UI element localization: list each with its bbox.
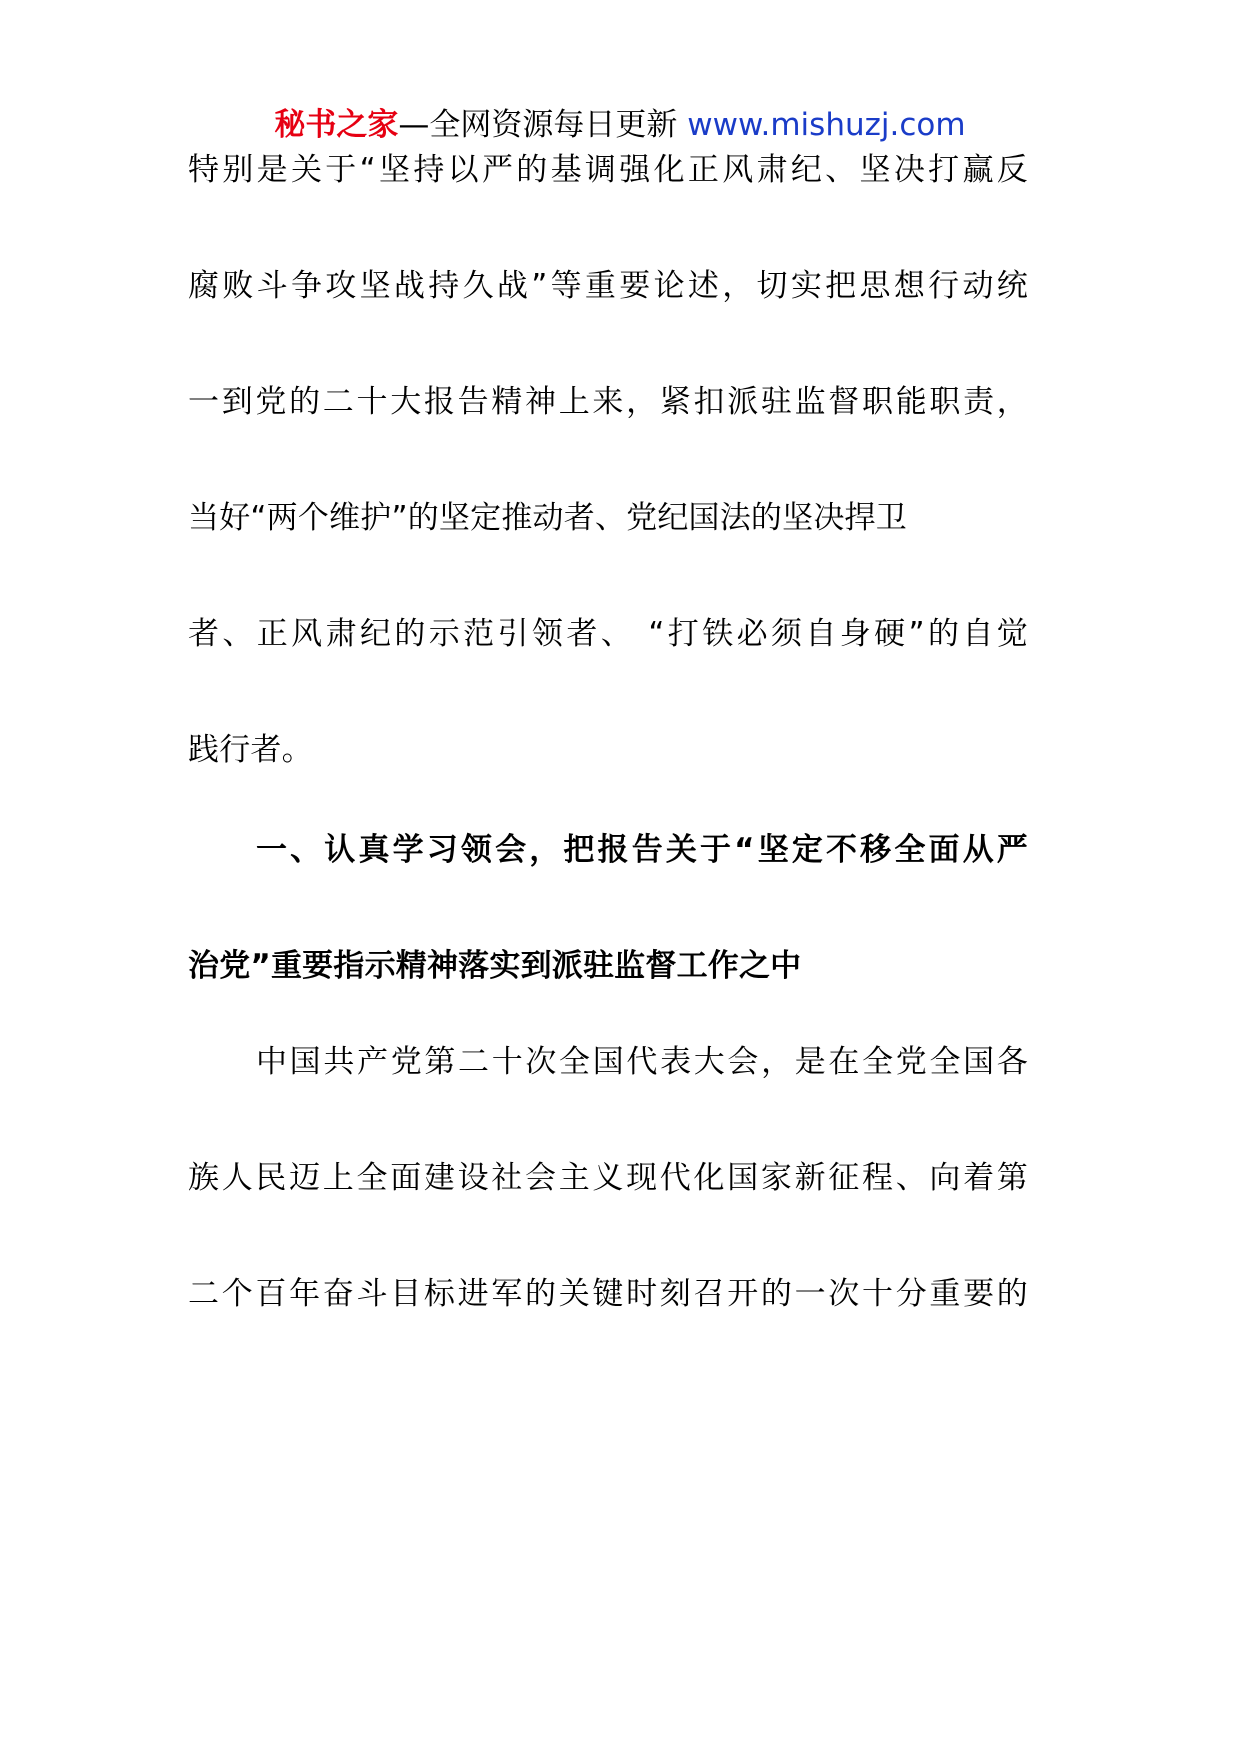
body-line: 一到党的二十大报告精神上来，紧扣派驻监督职能职责， (188, 384, 1028, 420)
section-heading-line: 一、认真学习领会，把报告关于“坚定不移全面从严 (256, 832, 1028, 868)
body-line: 中国共产党第二十次全国代表大会，是在全党全国各 (256, 1044, 1028, 1080)
body-line: 特别是关于“坚持以严的基调强化正风肃纪、坚决打赢反 (188, 152, 1028, 188)
body-line: 腐败斗争攻坚战持久战”等重要论述，切实把思想行动统 (188, 268, 1028, 304)
body-line: 当好“两个维护”的坚定推动者、党纪国法的坚决捍卫 (188, 500, 907, 536)
body-line: 践行者。 (188, 732, 313, 768)
section-heading-line: 治党”重要指示精神落实到派驻监督工作之中 (188, 948, 802, 984)
body-line: 族人民迈上全面建设社会主义现代化国家新征程、向着第 (188, 1160, 1028, 1196)
site-header-banner (0, 104, 1240, 146)
brand-name: 秘书之家 (274, 107, 399, 143)
body-line: 者、正风肃纪的示范引领者、 “打铁必须自身硬”的自觉 (188, 616, 1028, 652)
body-line: 二个百年奋斗目标进军的关键时刻召开的一次十分重要的 (188, 1276, 1028, 1312)
header-tagline: —全网资源每日更新 (398, 107, 688, 143)
site-url-link[interactable]: www.mishuzj.com (687, 107, 966, 143)
